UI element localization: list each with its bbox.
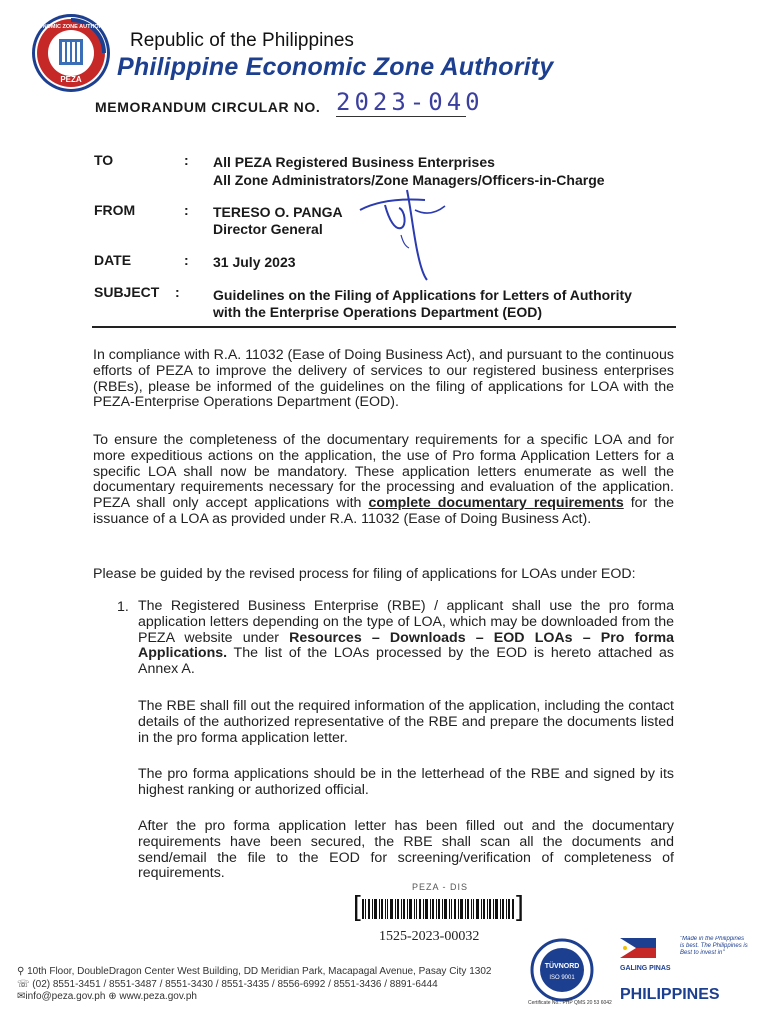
barcode-bracket-right: ] xyxy=(516,890,524,921)
barcode xyxy=(362,899,514,919)
tuv-iso-badge xyxy=(530,938,594,1002)
footer-address: ⚲ 10th Floor, DoubleDragon Center West Building, DD Meridian Park, Macapagal Avenue, Pasay City 1302 xyxy=(17,966,492,977)
paragraph-requirements xyxy=(93,433,674,528)
footer-phones: ☏ (02) 8551-3451 / 8551-3487 / 8551-3430 / 8551-3435 / 8556-6992 / 8551-3436 / 8891-6444 xyxy=(17,979,438,990)
to-label: TO xyxy=(94,152,114,168)
globe-icon: ⊕ xyxy=(105,991,120,1002)
philippines-brand: PHILIPPINES xyxy=(620,986,720,1003)
list-item-1-para-2: The RBE shall fill out the required information of the application, including the contact details of the authorized representative of the RBE and prepare the documents listed in the pro forma application letter. xyxy=(138,698,674,746)
memo-number-underline xyxy=(336,116,466,117)
item1-text-a: The Registered Business Enterprise (RBE) / applicant shall use the pro forma application letters depending on the type of LOA, which may be downloaded from the PEZA website under xyxy=(138,598,674,646)
item1-text-c: The list of the LOAs processed by the EOD is hereto attached as Annex A. xyxy=(138,645,674,678)
signature xyxy=(355,180,465,285)
to-recipients-1: All PEZA Registered Business Enterprises xyxy=(213,154,495,170)
barcode-number: 1525-2023-00032 xyxy=(379,929,480,944)
location-pin-icon: ⚲ xyxy=(17,966,28,977)
stamp-label: PEZA - DIS xyxy=(412,882,469,892)
agency-name: Philippine Economic Zone Authority xyxy=(117,53,554,81)
footer-email[interactable]: info@peza.gov.ph xyxy=(25,991,106,1002)
email-icon: ✉ xyxy=(17,991,26,1002)
phone-icon: ☏ xyxy=(17,979,33,990)
list-item-1-para-3: The pro forma applications should be in the letterhead of the RBE and signed by its highest ranking or authorized official. xyxy=(138,766,674,798)
subject-colon: : xyxy=(175,284,180,300)
subject-line-1: Guidelines on the Filing of Applications for Letters of Authority xyxy=(213,287,632,303)
barcode-bracket-left: [ xyxy=(353,890,361,921)
subject-label: SUBJECT xyxy=(94,284,160,300)
list-item-1-para-4: After the pro forma application letter has been filled out and the documentary requirements have been secured, the RBE shall scan all the documents and send/email the file to the EOD for screening/verification of completeness of requirements. xyxy=(138,818,674,882)
list-number-1: 1. xyxy=(117,599,129,615)
list-item-1 xyxy=(138,599,674,678)
logo-short: PEZA xyxy=(60,75,82,84)
tuv-label: TÜVNORD xyxy=(544,963,580,970)
item1-path: Resources – Downloads – EOD LOAs – Pro forma Applications. xyxy=(138,629,674,662)
from-colon: : xyxy=(184,202,189,218)
memo-circular-label: MEMORANDUM CIRCULAR NO. xyxy=(95,99,321,115)
from-label: FROM xyxy=(94,202,136,218)
subject-line-2: with the Enterprise Operations Department (EOD) xyxy=(213,304,543,320)
from-title: Director General xyxy=(213,221,323,237)
paragraph-process-intro: Please be guided by the revised process for filing of applications for LOAs under EOD: xyxy=(93,566,636,582)
from-name: TERESO O. PANGA xyxy=(213,204,343,220)
p2-emphasis: complete documentary requirements xyxy=(368,495,624,512)
date-value: 31 July 2023 xyxy=(213,254,296,270)
footer-website[interactable]: www.peza.gov.ph xyxy=(119,991,197,1002)
date-colon: : xyxy=(184,252,189,268)
memo-circular-number: 2023-040 xyxy=(336,88,484,116)
paragraph-compliance: In compliance with R.A. 11032 (Ease of Doing Business Act), and pursuant to the continuous efforts of PEZA to improve the delivery of services to our registered business enterprises (RBEs), please be informed of the guidelines on the filing of applications for LOA with the PEZA-Enterprise Operations Department (EOD). xyxy=(93,347,674,411)
certificate-number: Certificate No.: PHP QMS 20 53 6042 xyxy=(528,1000,612,1006)
to-colon: : xyxy=(184,152,189,168)
republic-line: Republic of the Philippines xyxy=(130,30,354,51)
p2-text-a: To ensure the completeness of the documentary requirements for a specific LOA and for more expeditious actions on the application, the use of Pro forma Application Letters for a specific LOA shall now be mandatory. These application letters enumerate as well the documentary requirements necessary for the processing and evaluation of the application. PEZA shall only accept applications with xyxy=(93,432,674,512)
to-recipients-2: All Zone Administrators/Zone Managers/Officers-in-Charge xyxy=(213,172,605,188)
p2-text-b: for the issuance of a LOA as provided under R.A. 11032 (Ease of Doing Business Act). xyxy=(93,495,675,527)
footer-contact xyxy=(17,991,197,1002)
header-divider xyxy=(92,326,676,328)
peza-logo xyxy=(30,12,112,94)
tagline: "Made in the Philippines is best. The Philippines is Best to invest in" xyxy=(680,936,748,956)
date-label: DATE xyxy=(94,252,132,268)
iso-label: ISO 9001 xyxy=(549,975,575,981)
galing-pinas-text: GALING PINAS xyxy=(620,965,671,972)
logo-text: ECONOMIC ZONE AUTHORITY xyxy=(30,24,112,30)
